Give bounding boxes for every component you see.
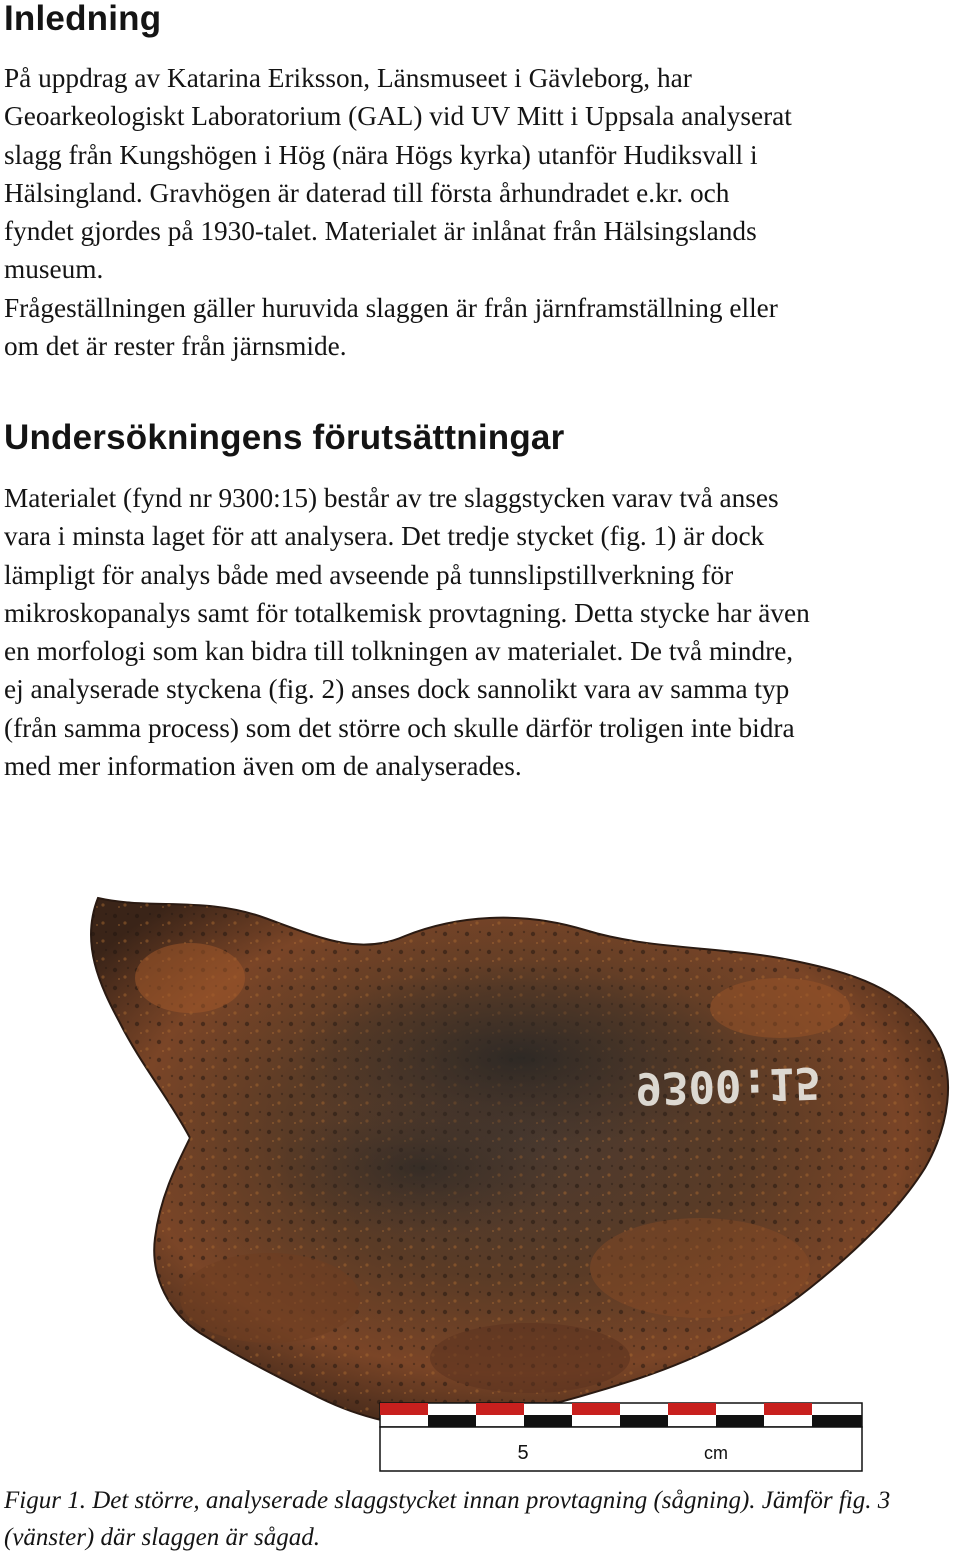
scale-bar bbox=[380, 1403, 862, 1471]
text-line: På uppdrag av Katarina Eriksson, Länsmuseet i Gävleborg, har bbox=[4, 63, 692, 93]
text-line: ej analyserade styckena (fig. 2) anses dock sannolikt vara av samma typ bbox=[4, 674, 790, 705]
caption-line: Figur 1. Det större, analyserade slaggstycket innan provtagning (sågning). Jämför fig. 3 bbox=[4, 1487, 891, 1514]
text-line: Frågeställningen gäller huruvida slaggen är från järnframställning eller bbox=[4, 292, 778, 323]
caption-line: (vänster) där slaggen är sågad. bbox=[4, 1524, 320, 1551]
text-line: med mer information även om de analyserades. bbox=[4, 751, 522, 782]
text-line: Materialet (fynd nr 9300:15) består av tre slaggstycken varav två anses bbox=[4, 483, 779, 513]
text-line: (från samma process) som det större och skulle därför troligen inte bidra bbox=[4, 712, 795, 743]
figure-caption bbox=[4, 1482, 959, 1556]
text-line: Geoarkeologiskt Laboratorium (GAL) vid UV Mitt i Uppsala analyserat bbox=[4, 101, 792, 132]
text-line: om det är rester från järnsmide. bbox=[4, 331, 347, 362]
text-line: vara i minsta laget för att analysera. Det tredje stycket (fig. 1) är dock bbox=[4, 521, 765, 552]
intro-paragraph bbox=[4, 59, 959, 365]
text-line: lämpligt för analys både med avseende på tunnslipstillverkning för bbox=[4, 559, 734, 590]
text-line: museum. bbox=[4, 254, 104, 285]
text-line: slagg från Kungshögen i Hög (nära Högs kyrka) utanför Hudiksvall i bbox=[4, 139, 758, 170]
text-line: mikroskopanalys samt för totalkemisk provtagning. Detta stycke har även bbox=[4, 597, 810, 628]
text-line: fyndet gjordes på 1930-talet. Materialet är inlånat från Hälsingslands bbox=[4, 216, 757, 247]
section-heading-inledning: Inledning bbox=[4, 0, 162, 38]
section-heading-forutsattningar: Undersökningens förutsättningar bbox=[4, 418, 565, 457]
scale-unit: cm bbox=[704, 1443, 728, 1463]
figure-slag-photo bbox=[0, 838, 960, 1473]
text-line: en morfologi som kan bidra till tolkningen av materialet. De två mindre, bbox=[4, 636, 794, 667]
specimen-number-label: 9300:15 bbox=[634, 1056, 822, 1114]
conditions-paragraph bbox=[4, 479, 959, 785]
text-line: Hälsingland. Gravhögen är daterad till första århundradet e.kr. och bbox=[4, 177, 730, 208]
slag-specimen-image bbox=[0, 838, 960, 1473]
scale-number: 5 bbox=[517, 1442, 529, 1464]
